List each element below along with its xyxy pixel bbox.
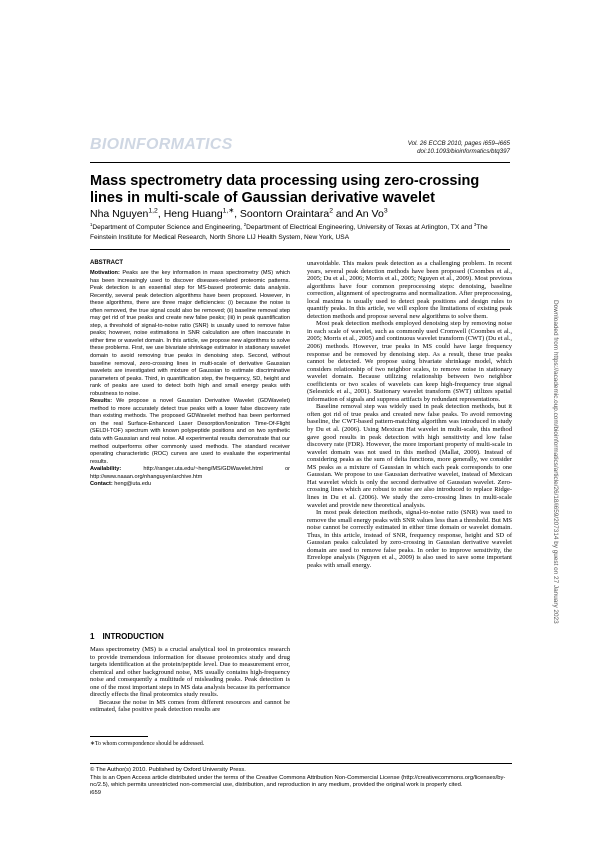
abstract-heading: ABSTRACT xyxy=(90,260,123,266)
section-title: INTRODUCTION xyxy=(102,632,164,641)
introduction-body xyxy=(90,646,290,714)
author-name: An Vo xyxy=(355,208,384,220)
license-text: This is an Open Access article distributed under the terms of the Creative Commons Attribution Non-Commercial License (http://creativecommons.org/licenses/by-nc/2.5), which permits unrestricted non-commercial use, distribution, and reproduction in any medium, provided the original work is properly cited. xyxy=(90,774,506,789)
motivation-text: Peaks are the key information in mass spectrometry (MS) which has been increasingly used to discover diseases-related proteomic patterns. Peak detection is an essential step for MS-based proteomic data analysis. Recently, several peak detection algorithms have been proposed. However, in these algorithms, there are three major deficiencies: (i) because the noise is often removed, the true signal could also be removed; (ii) baseline removal step may get rid of true peaks and create new false peaks; (iii) in peak quantification step, a threshold of signal-to-noise ratio (SNR) is usually used to remove false peaks; however, noise estimations in SNR calculation are often inaccurate in either time or wavelet domain. In this article, we propose new algorithms to solve these problems. First, we use bivariate shrinkage estimator in stationary wavelet domain to avoid removing true peaks in denoising step. Second, without baseline removal, zero-crossing lines in multi-scale of derivative Gaussian wavelets are investigated with mixture of Gaussian to estimate discriminative parameters of peaks. Third, in quantification step, the frequency, SD, height and rank of peaks are used to detect both high and small energy peaks with robustness to noise. xyxy=(90,270,290,397)
citation-volume-pages: Vol. 26 ECCB 2010, pages i659–i665 xyxy=(407,140,510,147)
affiliation-text: Department of Computer Science and Engineering, xyxy=(92,224,244,231)
author-name: Heng Huang xyxy=(163,208,223,220)
abstract-contact xyxy=(90,481,290,489)
author-marks: 1,∗ xyxy=(222,207,235,215)
license-block xyxy=(90,767,515,798)
motivation-label: Motivation: xyxy=(90,270,120,276)
body-paragraph: Most peak detection methods employed denoising step by removing noise in each scale of wavelet, such as commonly used Cromwell (Coombes et al., 2005; Morris et al., 2005) and continuous wavelet transform (CWT) (Du et al., 2006) methods. However, true peaks in MS could have large frequency response and be removed by denoising step. As a result, these true peaks cannot be detected. We propose using bivariate shrinkage model, which considers relationship of two neighbor scales, to remove noise in stationary wavelet domain. Because utilizing relationship between two neighbor coefficients or two scales of wavelets can keep high-frequency true signal (Selesnick et al., 2001). Stationary wavelet transform (SWT) utilizes spatial information of signals and suppress artifacts by redundant representations. xyxy=(307,320,512,403)
affiliation-mark: 1 xyxy=(90,221,93,227)
author-marks: 3 xyxy=(383,207,388,215)
results-text: We propose a novel Gaussian Derivative Wavelet (GDWavelet) method to more accurately detect true peaks with a lower false discovery rate than existing methods. The proposed GDWavelet method has been performed on the real Surface-Enhanced Laser Desorption/Ionization Time-Of-Flight (SELDI-TOF) spectrum with known polypeptide positions and on two synthetic data with Gaussian and real noise. All experimental results demonstrate that our method outperforms other commonly used methods. The standard receiver operating characteristic (ROC) curves are used to evaluate the experimental results. xyxy=(90,398,290,465)
correspondence-footnote: ∗To whom correspondence should be addressed. xyxy=(90,741,205,747)
author-marks: 1,2 xyxy=(148,207,158,215)
author-list: Nha Nguyen$^{1,2}$, Heng Huang$^{1,∗}$, Soontorn Oraintara$^2$ and An Vo$^3$ xyxy=(90,207,388,220)
body-paragraph: unavoidable. This makes peak detection as a challenging problem. In recent years, several peak detection methods have been proposed (Coombes et al., 2005; Du et al., 2006; Morris et al., 2005; Nguyen et al., 2009). Most previous algorithms have four common preprocessing steps: denoising, baseline correction, alignment of spectrograms and normalization. After preprocessing, local maxima is usually used to detect peak positions and design rules to quantify peaks. In this article, we will explore the limitations of existing peak detection methods and propose several new algorithms to solve them. xyxy=(307,260,512,320)
download-note: Downloaded from https://academic.oup.com/bioinformatics/article/26/18/i659/207314 by guest on 27 January 2023 xyxy=(552,300,559,624)
journal-name: BIOINFORMATICS xyxy=(90,136,233,153)
citation-doi: doi:10.1093/bioinformatics/btq397 xyxy=(417,148,510,155)
abstract-motivation xyxy=(90,270,290,398)
affiliation-text: Department of Electrical Engineering, University of Texas at Arlington, TX and xyxy=(246,224,474,231)
author-marks: 2 xyxy=(329,207,334,215)
body-paragraph: In most peak detection methods, signal-to-noise ratio (SNR) was used to remove the small energy peaks with SNR values less than a threshold. But MS noise cannot be correctly estimated in either time domain or wavelet domain. Thus, in this article, instead of SNR, frequency response, height and SD of Gaussian peaks calculated by zero-crossing in Gaussian derivative wavelet domain are used to remove false peaks. In order to improve sensitivity, the Envelope analysis (Nguyen et al., 2009) is also used to save some important peaks with small energy. xyxy=(307,509,512,569)
author-name: Nha Nguyen xyxy=(90,208,149,220)
affiliation-text: The Feinstein Institute for Medical Research, North Shore LIJ Health System, New York, USA xyxy=(90,224,488,241)
footer-rule xyxy=(90,763,512,764)
introduction-heading xyxy=(90,632,172,641)
intro-paragraph: Because the noise in MS comes from different resources and cannot be estimated, false positive peak detection results are xyxy=(90,698,290,714)
results-label: Results: xyxy=(90,398,113,405)
footnote-rule xyxy=(90,736,148,737)
section-number: 1 xyxy=(90,632,95,641)
title-block-rule xyxy=(90,249,510,250)
citation-block xyxy=(310,140,510,156)
page-number: i659 xyxy=(90,790,101,797)
contact-email[interactable]: heng@uta.edu xyxy=(112,481,152,488)
abstract-availability xyxy=(90,466,290,481)
abstract-results xyxy=(90,398,290,466)
intro-paragraph: Mass spectrometry (MS) is a crucial analytical tool in proteomics research to provide tremendous information for disease proteomics study and drug targets identification at the protein/peptide level. Due to measurement error, chemical and other background noise, MS usually contains high-frequency noise and consequently a multitude of misleading peaks. Peak detection is one of the most important steps in MS data analysis because its performance directly effects the final proteomics study results. xyxy=(90,646,290,699)
download-watermark xyxy=(549,300,561,660)
author-name: Soontorn Oraintara xyxy=(239,208,330,220)
abstract xyxy=(90,260,290,489)
header-rule xyxy=(90,162,510,163)
right-column-body xyxy=(307,260,512,569)
affiliation-mark: 3 xyxy=(473,221,477,227)
affiliations xyxy=(90,223,515,242)
availability-label: Availability: xyxy=(90,466,122,473)
article-title: Mass spectrometry data processing using zero-crossing lines in multi-scale of Gaussian derivative wavelet xyxy=(90,173,480,206)
contact-label: Contact: xyxy=(90,481,113,488)
availability-text[interactable]: http://ranger.uta.edu/~heng/MS/GDWavelet.html or http://www.naaan.org/nhanguyen/archive.htm xyxy=(90,466,290,480)
copyright-line: © The Author(s) 2010. Published by Oxford University Press. xyxy=(90,767,246,773)
body-paragraph: Baseline removal step was widely used in peak detection methods, but it often got rid of true peaks and created new false peaks. To avoid removing baseline, the CWT-based pattern-matching algorithm was introduced in study by Du et al. (2006). Using Mexican Hat wavelet in multi-scale, this method gave good results in peak detection with high sensitivity and low false discovery rate (FDR). However, the more important property of multi-scale in wavelet domain was not used in this method (Mallat, 2009). Instead of considering peaks as the sum of delta functions, more generally, we consider MS peaks as a mixture of Gaussian in which each peak corresponds to one Gaussian. We propose to use Gaussian derivative wavelet, instead of Mexican Hat wavelet which is only the second derivative of Gaussian wavelet. Zero-crossing lines which are robust to noise are also introduced to replace Ridge-lines in Du et al. (2006). We study the zero-crossing lines in multi-scale wavelet and provide new theoretical analysis. xyxy=(307,403,512,509)
affiliation-mark: 2 xyxy=(243,221,247,227)
